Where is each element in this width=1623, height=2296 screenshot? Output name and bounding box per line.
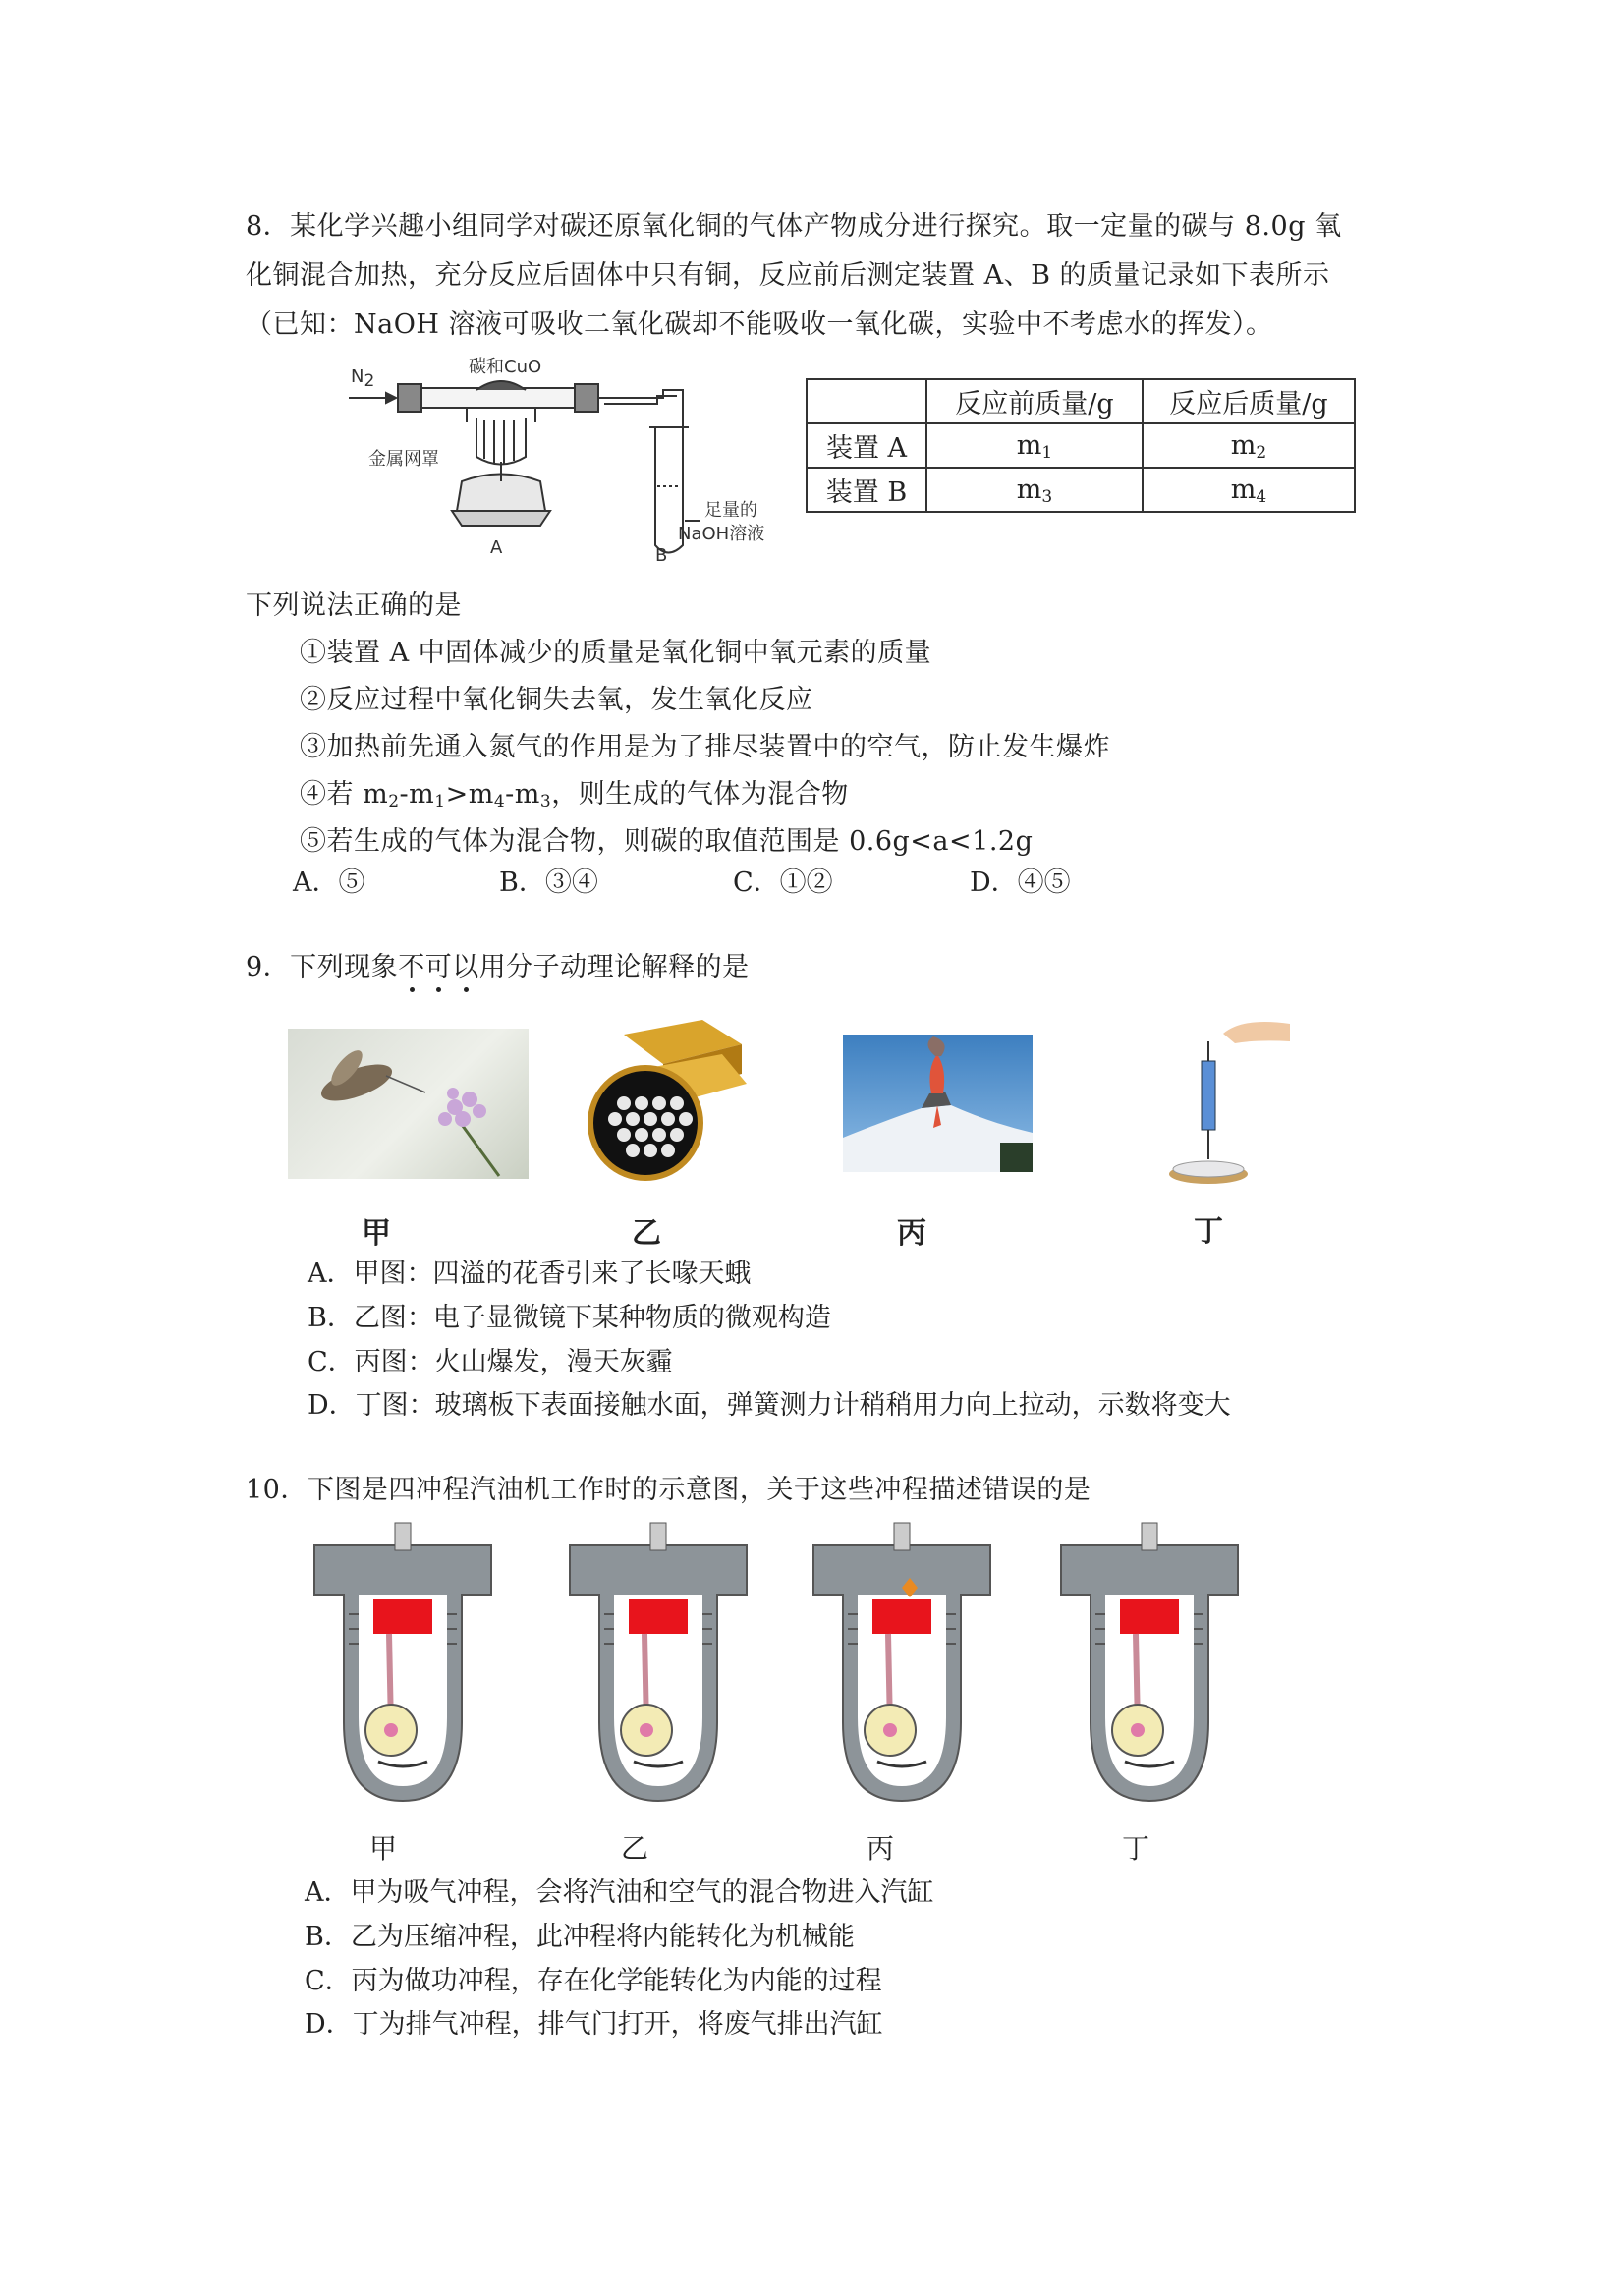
- table-corner-cell: [807, 379, 926, 423]
- header-before-mass: 反应前质量/g: [926, 379, 1143, 423]
- picture-yi-micro-structure: [585, 1015, 747, 1182]
- q8-statement-3: ③加热前先通入氮气的作用是为了排尽装置中的空气，防止发生爆炸: [300, 732, 1110, 762]
- header-after-mass: 反应后质量/g: [1143, 379, 1355, 423]
- volcano-image: [843, 1035, 1033, 1172]
- q8-option-a[interactable]: A．⑤: [293, 868, 365, 898]
- q8-option-d[interactable]: D．④⑤: [970, 868, 1071, 898]
- q8-prompt: 下列说法正确的是: [246, 590, 462, 621]
- q8-stem-line3: （已知：NaOH 溶液可吸收二氧化碳却不能吸收一氧化碳，实验中不考虑水的挥发）。: [246, 309, 1273, 340]
- q9-option-d[interactable]: D．丁图：玻璃板下表面接触水面，弹簧测力计稍稍用力向上拉动，示数将变大: [308, 1390, 1231, 1421]
- apparatus-a-label: A: [490, 537, 503, 558]
- q8-statement-5: ⑤若生成的气体为混合物，则碳的取值范围是 0.6g<a<1.2g: [300, 826, 1034, 857]
- emphasis-char: 不: [398, 952, 425, 982]
- spring-scale-image: [1164, 1012, 1292, 1194]
- engine-diagrams: [295, 1521, 1258, 1816]
- q8-option-b[interactable]: B．③④: [499, 868, 598, 898]
- picture-label-ding: 丁: [1194, 1214, 1223, 1249]
- q9-option-a[interactable]: A．甲图：四溢的花香引来了长喙天蛾: [308, 1259, 752, 1289]
- q10-stem: 10．下图是四冲程汽油机工作时的示意图，关于这些冲程描述错误的是: [246, 1475, 1091, 1505]
- engine-label-ding: 丁: [1122, 1832, 1150, 1865]
- apparatus-diagram: [339, 349, 786, 570]
- emphasis-char: 可: [425, 952, 453, 982]
- q9-option-c[interactable]: C．丙图：火山爆发，漫天灰霾: [308, 1347, 673, 1377]
- moth-flower-image: [288, 1029, 529, 1179]
- picture-jia-hawkmoth-flower: [288, 1029, 529, 1179]
- picture-bing-volcano: [843, 1035, 1033, 1172]
- picture-label-bing: 丙: [897, 1216, 926, 1251]
- q8-statement-1: ①装置 A 中固体减少的质量是氧化铜中氧元素的质量: [300, 638, 932, 668]
- q10-option-d[interactable]: D．丁为排气冲程，排气门打开，将废气排出汽缸: [305, 2009, 883, 2040]
- naoh-label-1: 足量的: [704, 500, 757, 521]
- engine-label-jia: 甲: [369, 1832, 398, 1865]
- engine-label-bing: 丙: [867, 1832, 895, 1865]
- cell-m3: $m_3$: [926, 468, 1143, 512]
- q8-statement-4: ④若 $m_2-m_1>m_4-m_3$，则生成的气体为混合物: [300, 779, 849, 812]
- carbon-cuo-label: 碳和CuO: [469, 357, 542, 377]
- cell-m4: $m_4$: [1143, 468, 1355, 512]
- naoh-label-2: NaOH溶液: [678, 524, 765, 544]
- q10-option-c[interactable]: C．丙为做功冲程，存在化学能转化为内能的过程: [305, 1966, 882, 1996]
- four-stroke-engine-drawing: [295, 1521, 1258, 1816]
- q9-option-b[interactable]: B．乙图：电子显微镜下某种物质的微观构造: [308, 1303, 831, 1333]
- q8-statement-2: ②反应过程中氧化铜失去氧，发生氧化反应: [300, 685, 813, 715]
- apparatus-b-label: B: [655, 545, 668, 566]
- table-row: [807, 468, 1355, 512]
- mass-table: [806, 378, 1356, 513]
- table-row: [807, 423, 1355, 468]
- table-row: [807, 379, 1355, 423]
- q8-stem-line2: 化铜混合加热，充分反应后固体中只有铜，反应前后测定装置 A、B 的质量记录如下表所示: [246, 260, 1330, 291]
- cell-m1: $m_1$: [926, 423, 1143, 468]
- picture-label-jia: 甲: [362, 1216, 391, 1251]
- n2-label: $N_2$: [351, 366, 375, 391]
- gold-structure-image: [585, 1015, 747, 1182]
- q9-stem: 9．下列现象不 可 以 用分子动理论解释的是: [246, 951, 750, 984]
- picture-label-yi: 乙: [632, 1216, 661, 1251]
- row-device-a: 装置 A: [807, 423, 926, 468]
- q8-option-c[interactable]: C．①②: [733, 868, 833, 898]
- row-device-b: 装置 B: [807, 468, 926, 512]
- engine-label-yi: 乙: [621, 1832, 649, 1865]
- q10-option-a[interactable]: A．甲为吸气冲程，会将汽油和空气的混合物进入汽缸: [305, 1877, 934, 1908]
- picture-ding-spring-scale: [1164, 1012, 1292, 1194]
- metal-cover-label: 金属网罩: [368, 449, 439, 470]
- cell-m2: $m_2$: [1143, 423, 1355, 468]
- q10-option-b[interactable]: B．乙为压缩冲程，此冲程将内能转化为机械能: [305, 1922, 855, 1952]
- q8-stem-line1: 8．某化学兴趣小组同学对碳还原氧化铜的气体产物成分进行探究。取一定量的碳与 8.0g 氧: [246, 211, 1342, 242]
- emphasis-char: 以: [452, 952, 479, 982]
